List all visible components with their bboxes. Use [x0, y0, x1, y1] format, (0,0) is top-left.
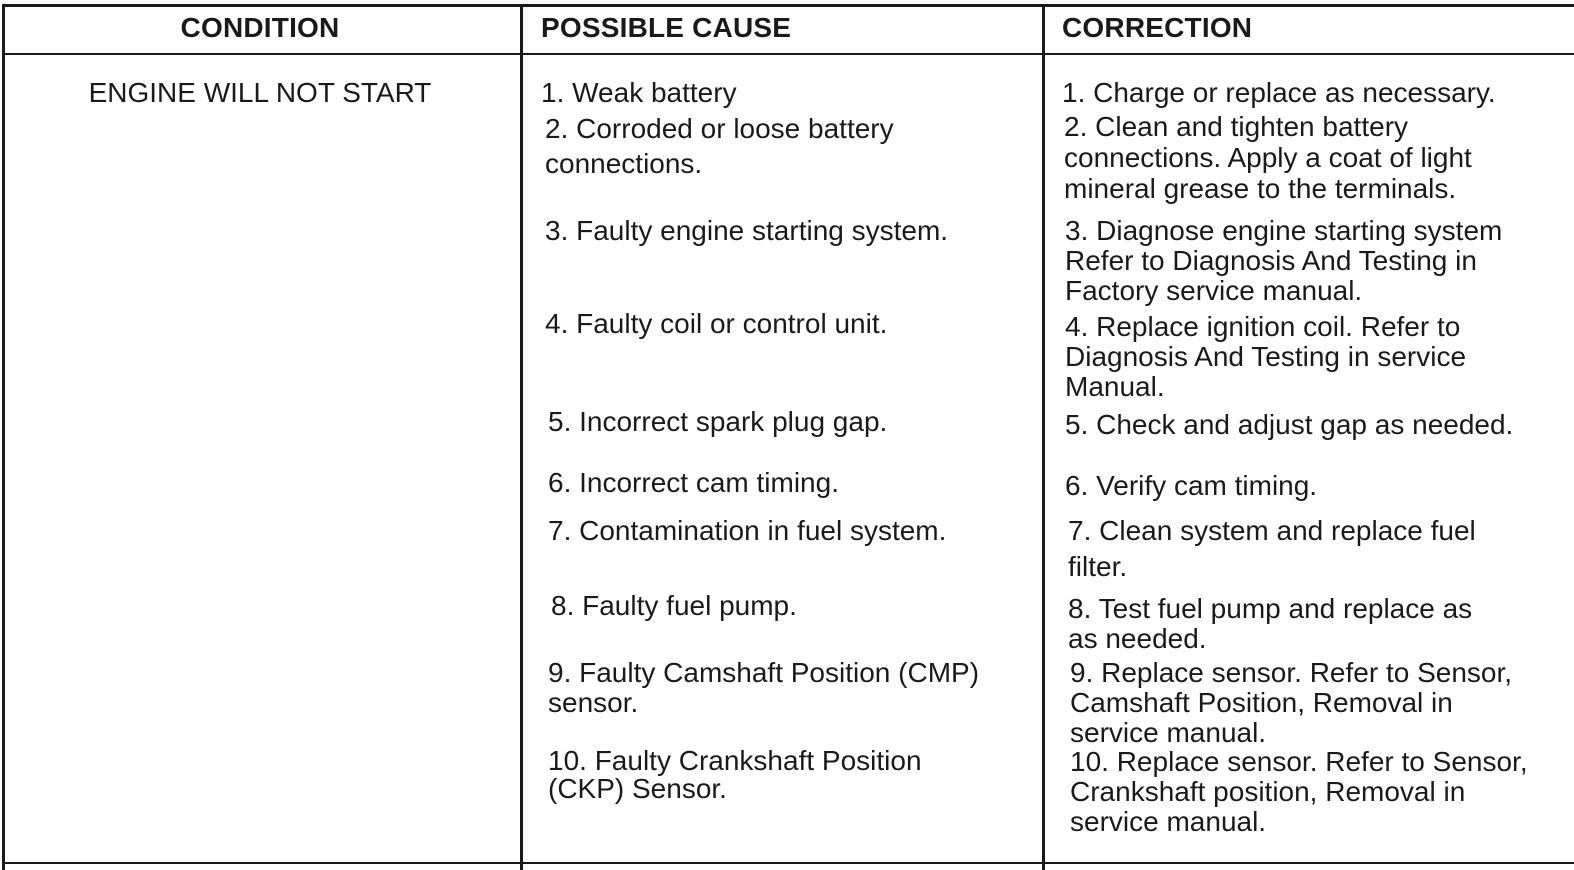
cause-1: 1. Weak battery [541, 77, 737, 108]
correction-4: 4. Replace ignition coil. Refer to Diagnosis And Testing in service Manual. [1065, 311, 1467, 402]
cause-2: 2. Corroded or loose battery connections. [545, 113, 894, 179]
correction-2: 2. Clean and tighten battery connections. Apply a coat of light mineral grease to the terminals. [1064, 111, 1472, 204]
header-divider [2, 53, 1574, 55]
correction-9: 9. Replace sensor. Refer to Sensor, Camshaft Position, Removal in service manual. [1070, 657, 1513, 748]
correction-10: 10. Replace sensor. Refer to Sensor, Crankshaft position, Removal in service manual. [1070, 746, 1528, 837]
column-divider-2 [1042, 4, 1045, 870]
correction-1: 1. Charge or replace as necessary. [1062, 77, 1496, 108]
cause-5: 5. Incorrect spark plug gap. [548, 406, 888, 437]
cause-6: 6. Incorrect cam timing. [548, 467, 839, 498]
cause-7: 7. Contamination in fuel system. [548, 515, 947, 546]
correction-6: 6. Verify cam timing. [1065, 470, 1318, 501]
correction-7: 7. Clean system and replace fuel filter. [1068, 515, 1476, 582]
header-condition: CONDITION [180, 12, 340, 43]
column-divider-1 [520, 4, 523, 870]
correction-8: 8. Test fuel pump and replace as as needed. [1068, 593, 1473, 654]
header-correction: CORRECTION [1062, 12, 1253, 43]
header-possible-cause: POSSIBLE CAUSE [541, 12, 792, 43]
cause-9: 9. Faulty Camshaft Position (CMP) sensor. [548, 657, 980, 718]
cause-8: 8. Faulty fuel pump. [551, 590, 797, 621]
condition-engine-will-not-start: ENGINE WILL NOT START [88, 77, 432, 108]
cause-10: 10. Faulty Crankshaft Position (CKP) Sensor. [548, 745, 922, 804]
cause-4: 4. Faulty coil or control unit. [545, 308, 888, 339]
correction-5: 5. Check and adjust gap as needed. [1065, 409, 1514, 440]
cause-3: 3. Faulty engine starting system. [545, 215, 949, 246]
correction-3: 3. Diagnose engine starting system Refer to Diagnosis And Testing in Factory service manual. [1065, 215, 1503, 306]
bottom-divider [2, 862, 1574, 864]
